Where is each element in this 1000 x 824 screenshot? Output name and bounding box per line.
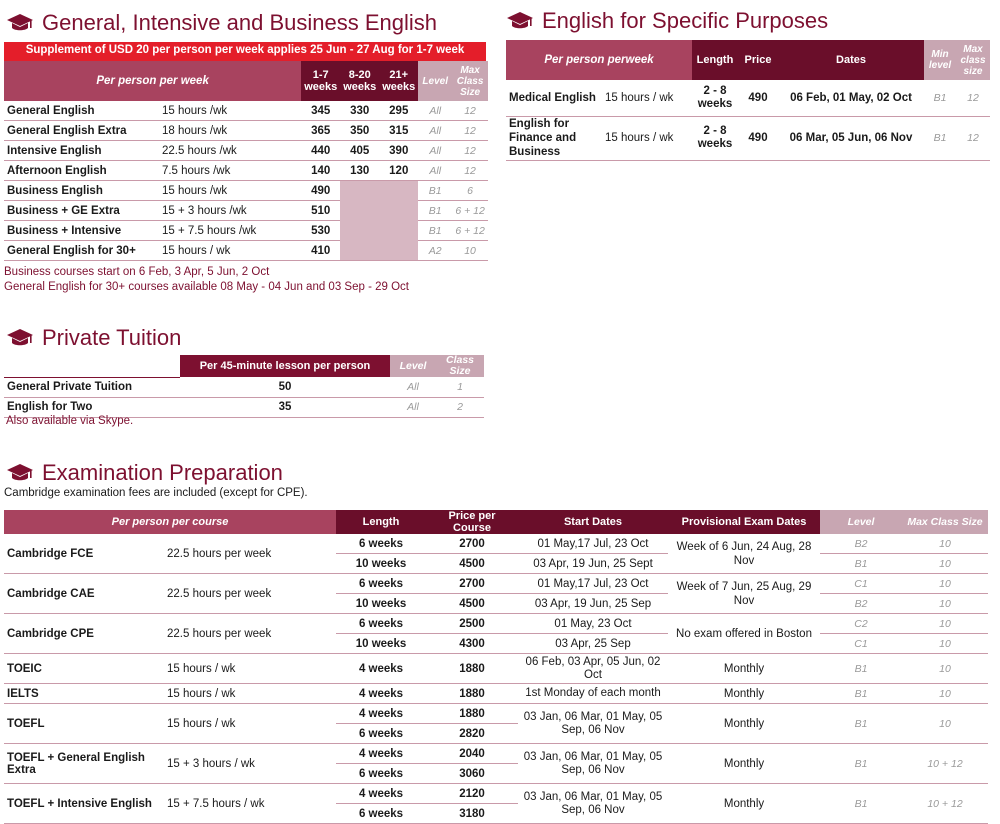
- exam-length: 6 weeks: [336, 804, 426, 824]
- exam-start-dates: 1st Monday of each month: [518, 684, 668, 704]
- exam-length: 6 weeks: [336, 534, 426, 554]
- exam-price: 2700: [426, 534, 518, 554]
- private-price: 35: [180, 397, 390, 417]
- esp-price: 490: [738, 116, 778, 160]
- price-1-7: 365: [301, 121, 340, 141]
- section-title: Private Tuition: [42, 325, 182, 350]
- price-21: 120: [379, 161, 418, 181]
- exam-length: 6 weeks: [336, 764, 426, 784]
- price-21: 390: [379, 141, 418, 161]
- exam-header-per: Per person per course: [4, 510, 336, 534]
- exam-start-dates: 03 Apr, 19 Jun, 25 Sept: [518, 554, 668, 574]
- level: All: [418, 161, 452, 181]
- table-row: [4, 141, 488, 161]
- exam-start-dates: 03 Jan, 06 Mar, 01 May, 05 Sep, 06 Nov: [518, 704, 668, 744]
- price-1-7: 490: [301, 181, 340, 201]
- section-title: General, Intensive and Business English: [42, 10, 438, 35]
- header-1-7-weeks: 1-7 weeks: [301, 61, 340, 101]
- exam-price: 2120: [426, 784, 518, 804]
- private-level: All: [390, 377, 436, 397]
- table-row: [4, 574, 988, 594]
- exam-size: 10: [902, 574, 988, 594]
- private-price: 50: [180, 377, 390, 397]
- private-header-level: Level: [390, 355, 436, 377]
- exam-price: 2820: [426, 724, 518, 744]
- private-header-per: Per 45-minute lesson per person: [180, 355, 390, 377]
- esp-level: B1: [924, 116, 956, 160]
- exam-course-name: Cambridge CPE: [4, 614, 164, 654]
- exam-course-hours: 22.5 hours per week: [164, 534, 336, 574]
- table-row: [4, 654, 988, 684]
- section-heading-esp: [506, 8, 828, 34]
- exam-level: B1: [820, 684, 902, 704]
- exam-length: 6 weeks: [336, 614, 426, 634]
- exam-course-name: TOEIC: [4, 654, 164, 684]
- table-row: [4, 744, 988, 764]
- esp-course-name: Medical English: [506, 80, 602, 116]
- esp-course-name: English for Finance and Business: [506, 116, 602, 160]
- exam-course-name: Cambridge CAE: [4, 574, 164, 614]
- price-1-7: 345: [301, 101, 340, 121]
- exam-course-hours: 15 hours / wk: [164, 684, 336, 704]
- exam-course-hours: 15 hours / wk: [164, 704, 336, 744]
- exam-price: 4500: [426, 554, 518, 574]
- exam-header-max: Max Class Size: [902, 510, 988, 534]
- price-1-7: 530: [301, 221, 340, 241]
- esp-size: 12: [956, 80, 990, 116]
- header-8-20-weeks: 8-20 weeks: [340, 61, 379, 101]
- exam-provisional-dates: No exam offered in Boston: [668, 614, 820, 654]
- exam-header-start: Start Dates: [518, 510, 668, 534]
- exam-price: 4500: [426, 594, 518, 614]
- private-course-name: English for Two: [4, 397, 180, 417]
- exam-level: B1: [820, 784, 902, 824]
- course-name: General English: [4, 101, 159, 121]
- skype-note: Also available via Skype.: [6, 415, 134, 427]
- level: All: [418, 141, 452, 161]
- exam-course-name: TOEFL + Intensive English: [4, 784, 164, 824]
- exam-course-hours: 22.5 hours per week: [164, 614, 336, 654]
- table-row: [4, 181, 488, 201]
- esp-size: 12: [956, 116, 990, 160]
- exam-length: 10 weeks: [336, 594, 426, 614]
- exam-level: C1: [820, 634, 902, 654]
- exam-header-level: Level: [820, 510, 902, 534]
- class-size: 6 + 12: [452, 201, 488, 221]
- price-8-20: 130: [340, 161, 379, 181]
- exam-start-dates: 03 Jan, 06 Mar, 01 May, 05 Sep, 06 Nov: [518, 784, 668, 824]
- graduation-cap-icon: [6, 327, 34, 349]
- price-1-7: 440: [301, 141, 340, 161]
- empty-price-block: [340, 181, 418, 261]
- business-note: Business courses start on 6 Feb, 3 Apr, 5 Jun, 2 Oct: [4, 266, 270, 278]
- exam-length: 10 weeks: [336, 554, 426, 574]
- section-heading-general: [6, 10, 437, 36]
- esp-header-max-size: Max class size: [956, 40, 990, 80]
- exam-level: B2: [820, 534, 902, 554]
- esp-length: 2 - 8 weeks: [692, 116, 738, 160]
- exam-provisional-dates: Monthly: [668, 704, 820, 744]
- course-name: Intensive English: [4, 141, 159, 161]
- esp-header-price: Price: [738, 40, 778, 80]
- exam-course-hours: 15 hours / wk: [164, 654, 336, 684]
- exam-length: 4 weeks: [336, 784, 426, 804]
- exam-price: 1880: [426, 654, 518, 684]
- course-hours: 18 hours /wk: [159, 121, 301, 141]
- exam-subtitle: Cambridge examination fees are included (except for CPE).: [4, 487, 308, 499]
- esp-header-per: Per person perweek: [506, 40, 692, 80]
- table-row: [506, 116, 990, 160]
- exam-price: 2700: [426, 574, 518, 594]
- level: B1: [418, 221, 452, 241]
- exam-length: 4 weeks: [336, 654, 426, 684]
- course-name: General English for 30+: [4, 241, 159, 261]
- table-row: [4, 614, 988, 634]
- exam-provisional-dates: Monthly: [668, 744, 820, 784]
- exam-start-dates: 03 Apr, 19 Jun, 25 Sep: [518, 594, 668, 614]
- exam-provisional-dates: Monthly: [668, 784, 820, 824]
- table-row: [4, 397, 484, 417]
- exam-size: 10: [902, 634, 988, 654]
- course-hours: 22.5 hours /wk: [159, 141, 301, 161]
- exam-header-length: Length: [336, 510, 426, 534]
- course-name: Afternoon English: [4, 161, 159, 181]
- section-heading-private: [6, 325, 181, 351]
- exam-length: 6 weeks: [336, 574, 426, 594]
- exam-size: 10: [902, 684, 988, 704]
- esp-dates: 06 Mar, 05 Jun, 06 Nov: [778, 116, 924, 160]
- exam-course-name: Cambridge FCE: [4, 534, 164, 574]
- esp-header-dates: Dates: [778, 40, 924, 80]
- table-row: [4, 684, 988, 704]
- exam-price: 3060: [426, 764, 518, 784]
- esp-course-hours: 15 hours / wk: [602, 116, 692, 160]
- course-hours: 7.5 hours /wk: [159, 161, 301, 181]
- exam-start-dates: 01 May,17 Jul, 23 Oct: [518, 534, 668, 554]
- price-21: 315: [379, 121, 418, 141]
- exam-size: 10 + 12: [902, 784, 988, 824]
- price-8-20: 330: [340, 101, 379, 121]
- level: B1: [418, 181, 452, 201]
- exam-level: B2: [820, 594, 902, 614]
- exam-level: C2: [820, 614, 902, 634]
- class-size: 10: [452, 241, 488, 261]
- section-title: Examination Preparation: [42, 460, 283, 485]
- level: All: [418, 121, 452, 141]
- exam-length: 4 weeks: [336, 744, 426, 764]
- exam-course-hours: 22.5 hours per week: [164, 574, 336, 614]
- exam-header-price: Price per Course: [426, 510, 518, 534]
- private-size: 2: [436, 397, 484, 417]
- exam-level: B1: [820, 554, 902, 574]
- exam-provisional-dates: Week of 6 Jun, 24 Aug, 28 Nov: [668, 534, 820, 574]
- course-hours: 15 hours /wk: [159, 181, 301, 201]
- section-title: English for Specific Purposes: [542, 8, 829, 33]
- exam-price: 4300: [426, 634, 518, 654]
- level: A2: [418, 241, 452, 261]
- exam-course-name: TOEFL: [4, 704, 164, 744]
- private-header-size: Class Size: [436, 355, 484, 377]
- exam-price: 2500: [426, 614, 518, 634]
- exam-start-dates: 03 Apr, 25 Sep: [518, 634, 668, 654]
- course-name: General English Extra: [4, 121, 159, 141]
- class-size: 6 + 12: [452, 221, 488, 241]
- esp-table: [506, 40, 990, 161]
- exam-size: 10: [902, 594, 988, 614]
- header-level: Level: [418, 61, 452, 101]
- exam-level: B1: [820, 704, 902, 744]
- esp-price: 490: [738, 80, 778, 116]
- level: All: [418, 101, 452, 121]
- exam-size: 10: [902, 654, 988, 684]
- exam-start-dates: 03 Jan, 06 Mar, 01 May, 05 Sep, 06 Nov: [518, 744, 668, 784]
- exam-provisional-dates: Monthly: [668, 654, 820, 684]
- exam-start-dates: 01 May,17 Jul, 23 Oct: [518, 574, 668, 594]
- esp-dates: 06 Feb, 01 May, 02 Oct: [778, 80, 924, 116]
- exam-price: 1880: [426, 704, 518, 724]
- exam-price: 2040: [426, 744, 518, 764]
- exam-size: 10: [902, 704, 988, 744]
- esp-length: 2 - 8 weeks: [692, 80, 738, 116]
- esp-header-length: Length: [692, 40, 738, 80]
- general-table: [4, 61, 488, 261]
- exam-price: 1880: [426, 684, 518, 704]
- table-row: [506, 80, 990, 116]
- private-course-name: General Private Tuition: [4, 377, 180, 397]
- price-1-7: 410: [301, 241, 340, 261]
- price-8-20: 350: [340, 121, 379, 141]
- price-8-20: 405: [340, 141, 379, 161]
- exam-size: 10: [902, 554, 988, 574]
- esp-course-hours: 15 hours / wk: [602, 80, 692, 116]
- exam-table: [4, 510, 988, 824]
- header-per-person: Per person per week: [4, 61, 301, 101]
- class-size: 12: [452, 101, 488, 121]
- private-size: 1: [436, 377, 484, 397]
- esp-header-min-level: Min level: [924, 40, 956, 80]
- level: B1: [418, 201, 452, 221]
- course-hours: 15 hours /wk: [159, 101, 301, 121]
- course-hours: 15 + 3 hours /wk: [159, 201, 301, 221]
- table-row: [4, 704, 988, 724]
- table-row: [4, 534, 988, 554]
- exam-length: 10 weeks: [336, 634, 426, 654]
- course-name: Business + GE Extra: [4, 201, 159, 221]
- exam-level: B1: [820, 654, 902, 684]
- class-size: 6: [452, 181, 488, 201]
- supplement-banner: Supplement of USD 20 per person per week applies 25 Jun - 27 Aug for 1-7 week: [4, 42, 486, 76]
- graduation-cap-icon: [6, 462, 34, 484]
- exam-start-dates: 01 May, 23 Oct: [518, 614, 668, 634]
- exam-length: 4 weeks: [336, 684, 426, 704]
- table-row: [4, 161, 488, 181]
- exam-level: B1: [820, 744, 902, 784]
- table-row: [4, 101, 488, 121]
- exam-course-hours: 15 + 7.5 hours / wk: [164, 784, 336, 824]
- price-1-7: 510: [301, 201, 340, 221]
- graduation-cap-icon: [6, 12, 34, 34]
- private-table: [4, 355, 484, 418]
- graduation-cap-icon: [506, 10, 534, 32]
- exam-course-hours: 15 + 3 hours / wk: [164, 744, 336, 784]
- exam-header-provisional: Provisional Exam Dates: [668, 510, 820, 534]
- table-row: [4, 121, 488, 141]
- header-max-class-size: Max Class Size: [452, 61, 488, 101]
- header-21-weeks: 21+ weeks: [379, 61, 418, 101]
- exam-course-name: TOEFL + General English Extra: [4, 744, 164, 784]
- exam-start-dates: 06 Feb, 03 Apr, 05 Jun, 02 Oct: [518, 654, 668, 684]
- section-heading-exam: [6, 460, 283, 486]
- exam-level: C1: [820, 574, 902, 594]
- exam-course-name: IELTS: [4, 684, 164, 704]
- exam-size: 10: [902, 534, 988, 554]
- exam-provisional-dates: Week of 7 Jun, 25 Aug, 29 Nov: [668, 574, 820, 614]
- 30plus-note: General English for 30+ courses available 08 May - 04 Jun and 03 Sep - 29 Oct: [4, 281, 409, 293]
- class-size: 12: [452, 121, 488, 141]
- course-name: Business + Intensive: [4, 221, 159, 241]
- price-21: 295: [379, 101, 418, 121]
- table-row: [4, 377, 484, 397]
- exam-price: 3180: [426, 804, 518, 824]
- table-row: [4, 784, 988, 804]
- exam-provisional-dates: Monthly: [668, 684, 820, 704]
- class-size: 12: [452, 161, 488, 181]
- exam-length: 4 weeks: [336, 704, 426, 724]
- price-1-7: 140: [301, 161, 340, 181]
- exam-length: 6 weeks: [336, 724, 426, 744]
- course-hours: 15 + 7.5 hours /wk: [159, 221, 301, 241]
- exam-size: 10: [902, 614, 988, 634]
- course-name: Business English: [4, 181, 159, 201]
- private-level: All: [390, 397, 436, 417]
- class-size: 12: [452, 141, 488, 161]
- course-hours: 15 hours / wk: [159, 241, 301, 261]
- esp-level: B1: [924, 80, 956, 116]
- exam-size: 10 + 12: [902, 744, 988, 784]
